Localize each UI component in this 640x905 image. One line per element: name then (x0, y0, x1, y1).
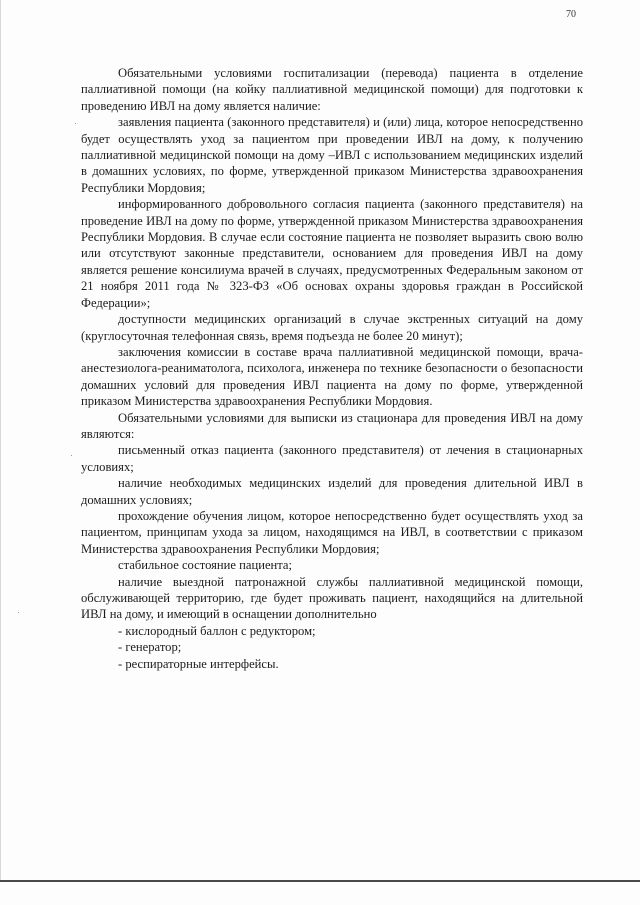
list-item: - кислородный баллон с редуктором; (118, 623, 316, 638)
scan-edge-bottom (0, 880, 640, 882)
body-text (81, 65, 583, 672)
scan-speck (75, 123, 76, 124)
scan-edge-left (0, 0, 1, 880)
list-item: - респираторные интерфейсы. (118, 656, 279, 671)
page-number: 70 (566, 9, 576, 20)
paragraph-discharge-conditions: Обязательными условиями для выписки из стационара для проведения ИВЛ на дому являются: (81, 410, 583, 441)
paragraph-commission-conclusion: заключения комиссии в составе врача паллиативной медицинской помощи, врача-анестезиолога-реаниматолога, психолога, инженера по технике безопасности о безопасности домашних условий для проведения ИВЛ пациента на дому по форме, утвержденной приказом Министерства здравоохранения Республики Мордовия. (81, 344, 583, 409)
scan-speck (71, 455, 72, 456)
scan-speck (18, 612, 19, 613)
paragraph-informed-consent: информированного добровольного согласия пациента (законного представителя) на проведение ИВЛ на дому по форме, утвержденной приказом Министерства здравоохранения Республики Мордовия. В случае если состояние пациента не позволяет выразить свою волю или отсутствуют законные представители, основанием для проведения ИВЛ на дому является решение консилиума врачей в случаях, предусмотренных Федеральным законом от 21 ноября 2011 года № 323-ФЗ «Об основах охраны здоровья граждан в Российской Федерации»; (81, 197, 583, 310)
paragraph-patronage-service: наличие выездной патронажной службы паллиативной медицинской помощи, обслуживающей территорию, где будет проживать пациент, находящийся на длительной ИВЛ на дому, и имеющий в оснащении дополнительно (81, 574, 583, 622)
paragraph-emergency-availability: доступности медицинских организаций в случае экстренных ситуаций на дому (круглосуточная телефонная связь, время подъезда не более 20 минут); (81, 312, 583, 343)
list-item: - генератор; (118, 640, 182, 655)
paragraph-stable-condition: стабильное состояние пациента; (118, 558, 293, 573)
paragraph-written-refusal: письменный отказ пациента (законного представителя) от лечения в стационарных условиях; (81, 443, 583, 474)
paragraph-patient-application: заявления пациента (законного представителя) и (или) лица, которое непосредственно будет осуществлять уход за пациентом при проведении ИВЛ на дому, к получению паллиативной медицинской помощи на дому –ИВЛ с использованием медицинских изделий в домашних условиях, по форме, утвержденной приказом Министерства здравоохранения Республики Мордовия; (81, 115, 583, 195)
paragraph-caregiver-training: прохождение обучения лицом, которое непосредственно будет осуществлять уход за пациентом, принципам ухода за лицом, находящимся на ИВЛ, в соответствии с приказом Министерства здравоохранения Республики Мордовия; (81, 508, 583, 556)
paragraph-medical-devices: наличие необходимых медицинских изделий для проведения длительной ИВЛ в домашних условиях; (81, 476, 583, 507)
paragraph-hospitalization-conditions: Обязательными условиями госпитализации (перевода) пациента в отделение паллиативной помощи (на койку паллиативной медицинской помощи) для подготовки к проведению ИВЛ на дому является наличие: (81, 66, 583, 113)
